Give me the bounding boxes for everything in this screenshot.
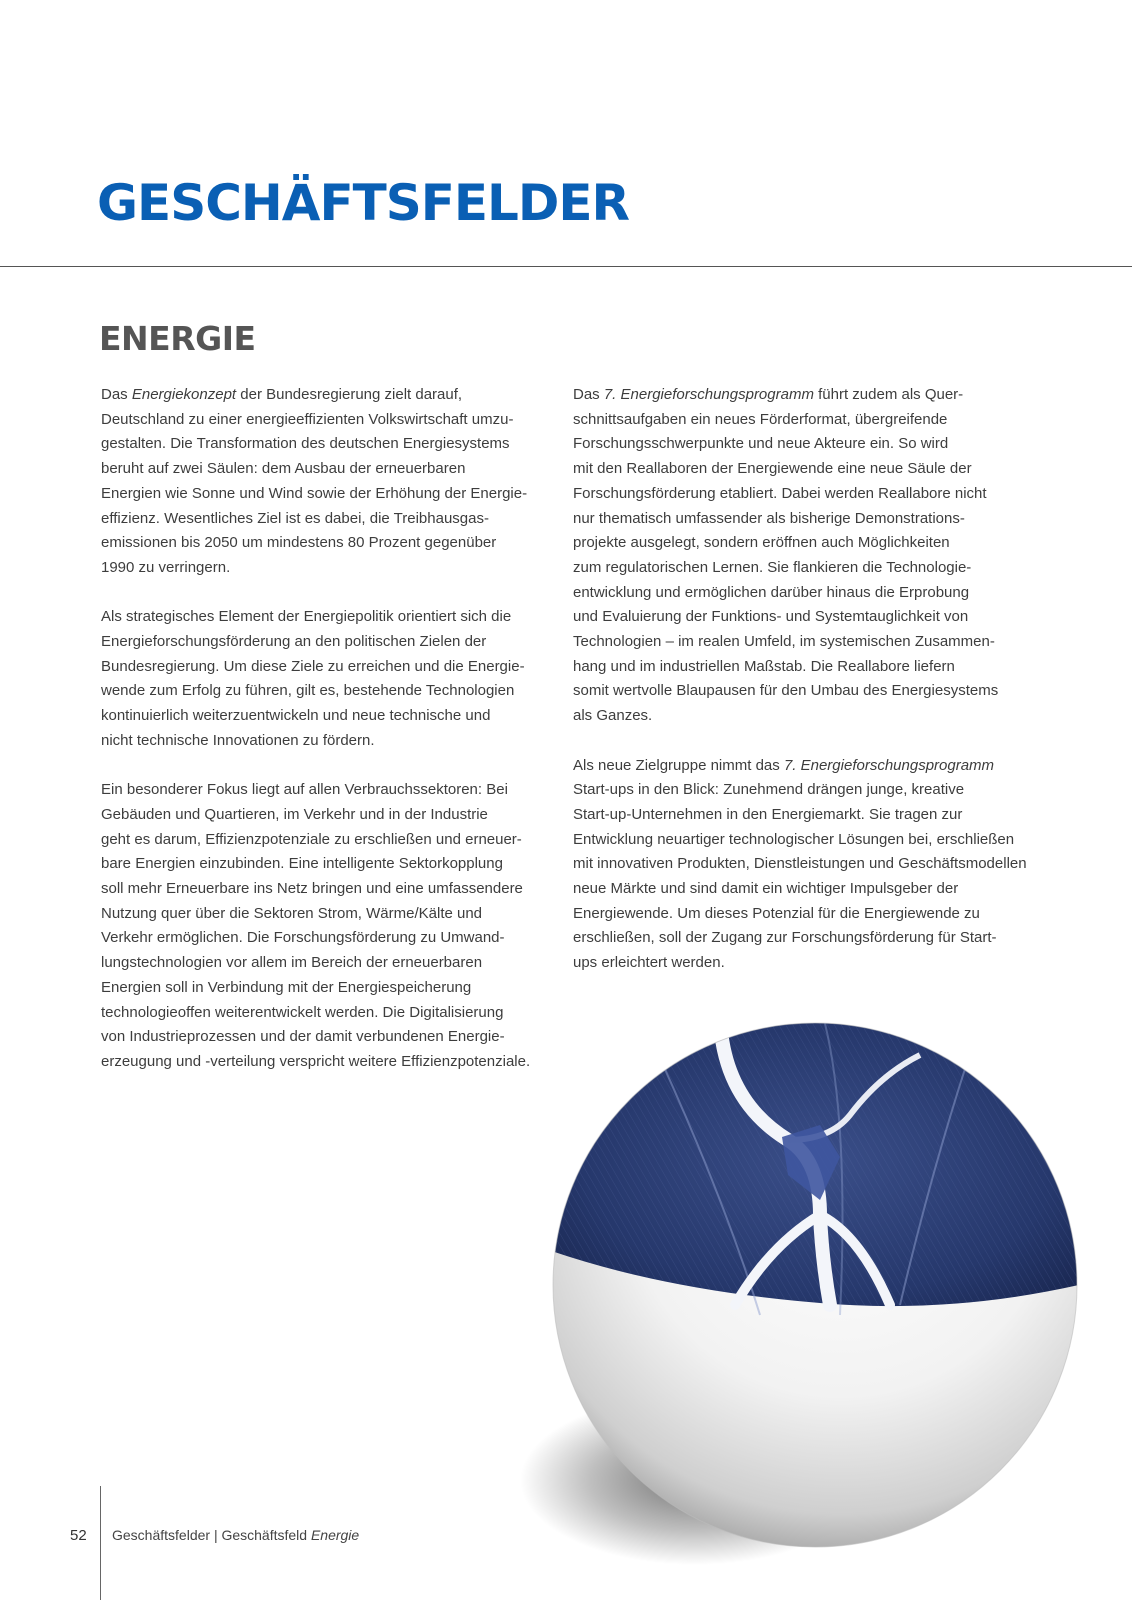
text-run: Start-ups in den Blick: Zunehmend drängen junge, kreative [573, 781, 965, 799]
text-line [101, 926, 551, 951]
text-run: effizienz. Wesentliches Ziel ist es dabei, die Treibhausgas- [101, 509, 489, 527]
text-run: bare Energien einzubinden. Eine intelligente Sektorkopplung [101, 855, 503, 873]
text-line [573, 432, 1023, 457]
text-line [573, 507, 1023, 532]
chapter-title: GESCHÄFTSFELDER [97, 174, 630, 232]
text-run: Energien wie Sonne und Wind sowie der Erhöhung der Energie- [101, 484, 528, 502]
text-run: Deutschland zu einer energieeffizienten Volkswirtschaft umzu- [101, 410, 514, 428]
text-line [573, 877, 1023, 902]
text-line [101, 605, 551, 630]
header-divider [0, 266, 1132, 267]
text-run: 1990 zu verringern. [101, 558, 231, 576]
text-run: schnittsaufgaben ein neues Förderformat, übergreifende [573, 410, 948, 428]
emphasis-text: 7. Energieforschungsprogramm [603, 386, 814, 403]
text-line [101, 803, 551, 828]
left-column [101, 383, 551, 1099]
page-number: 52 [70, 1527, 87, 1544]
text-run: Als neue Zielgruppe nimmt das [573, 756, 784, 774]
footer-divider [100, 1486, 101, 1600]
text-run: projekte ausgelegt, sondern eröffnen auch Möglichkeiten [573, 534, 950, 552]
emphasis-text: 7. Energieforschungsprogramm [783, 756, 995, 774]
paragraph [573, 383, 1023, 729]
text-line [101, 531, 551, 556]
text-line [101, 457, 551, 482]
text-line [573, 926, 1023, 951]
text-run: somit wertvolle Blaupausen für den Umbau des Energiesystems [573, 682, 999, 700]
paragraph [101, 383, 551, 581]
text-line [101, 383, 551, 408]
text-run: Entwicklung neuartiger technologischer Lösungen bei, erschließen [573, 830, 1015, 848]
text-run: Das [573, 386, 604, 403]
text-run: Forschungsschwerpunkte und neue Akteure ein. So wird [573, 435, 949, 453]
text-line [573, 655, 1023, 680]
text-run: gestalten. Die Transformation des deutschen Energiesystems [101, 435, 510, 453]
text-run: Bundesregierung. Um diese Ziele zu erreichen und die Energie- [101, 657, 525, 675]
section-title: ENERGIE [99, 319, 256, 358]
text-run: Verkehr ermöglichen. Die Forschungsförderung zu Umwand- [101, 929, 505, 947]
text-run: Gebäuden und Quartieren, im Verkehr und in der Industrie [101, 805, 488, 823]
emphasis-text: Energie [310, 1527, 360, 1543]
footer-breadcrumb [112, 1527, 359, 1543]
text-line [573, 852, 1027, 877]
text-run: Nutzung quer über die Sektoren Strom, Wärme/Kälte und [101, 904, 483, 922]
text-run: beruht auf zwei Säulen: dem Ausbau der erneuerbaren [101, 460, 466, 478]
emphasis-text: Energiekonzept [131, 386, 237, 403]
text-run: Energien soll in Verbindung mit der Energiespeicherung [101, 978, 472, 996]
text-run: soll mehr Erneuerbare ins Netz bringen und eine umfassendere [101, 880, 523, 898]
text-line [101, 507, 551, 532]
text-line [101, 1025, 551, 1050]
text-line [573, 630, 1023, 655]
text-line [573, 581, 1023, 606]
right-column [573, 383, 1027, 1001]
text-run: Energiewende. Um dieses Potenzial für die Energiewende zu [573, 904, 980, 922]
text-line [101, 556, 551, 581]
text-line [573, 679, 1023, 704]
text-line [101, 704, 551, 729]
text-line [573, 383, 1023, 408]
text-run: hang und im industriellen Maßstab. Die Reallabore liefern [573, 657, 955, 675]
text-run: Als strategisches Element der Energiepolitik orientiert sich die [101, 608, 512, 626]
text-run: und Evaluierung der Funktions- und Systemtauglichkeit von [573, 608, 969, 626]
text-run: Das [101, 386, 132, 403]
solar-sphere-image [520, 985, 1120, 1600]
text-line [101, 902, 551, 927]
text-run: ups erleichtert werden. [573, 954, 725, 972]
text-line [573, 828, 1023, 853]
text-line [101, 679, 551, 704]
text-line [101, 408, 551, 433]
text-line [573, 754, 1023, 779]
text-line [101, 976, 551, 1001]
text-run: nur thematisch umfassender als bisherige Demonstrations- [573, 509, 965, 527]
text-run: neue Märkte und sind damit ein wichtiger Impulsgeber der [573, 880, 959, 898]
text-line [101, 778, 551, 803]
text-run: Geschäftsfelder | Geschäftsfeld [112, 1527, 311, 1543]
paragraph [573, 754, 1027, 976]
text-line [101, 729, 551, 754]
text-line [101, 951, 551, 976]
text-run: entwicklung und ermöglichen darüber hinaus die Erprobung [573, 583, 970, 601]
text-run: mit innovativen Produkten, Dienstleistungen und Geschäftsmodellen [573, 855, 1027, 873]
text-line [573, 704, 1023, 729]
text-line [573, 803, 1023, 828]
text-run: mit den Reallaboren der Energiewende eine neue Säule der [573, 460, 972, 478]
text-run: kontinuierlich weiterzuentwickeln und neue technische und [101, 707, 491, 725]
text-line [101, 655, 551, 680]
text-line [573, 951, 1023, 976]
text-run: wende zum Erfolg zu führen, gilt es, bestehende Technologien [101, 682, 515, 700]
text-run: erschließen, soll der Zugang zur Forschungsförderung für Start- [573, 929, 997, 947]
text-run: emissionen bis 2050 um mindestens 80 Prozent gegenüber [101, 534, 497, 552]
text-line [573, 531, 1023, 556]
text-line [573, 778, 1023, 803]
text-run: Start-up-Unternehmen in den Energiemarkt. Sie tragen zur [573, 805, 963, 823]
text-line [101, 432, 551, 457]
text-line [573, 902, 1023, 927]
text-line [101, 1050, 551, 1075]
text-run: Energieforschungsförderung an den politischen Zielen der [101, 633, 487, 651]
paragraph [101, 778, 551, 1074]
text-run: Ein besonderer Fokus liegt auf allen Verbrauchssektoren: Bei [101, 781, 508, 799]
text-line [573, 605, 1023, 630]
text-run: zum regulatorischen Lernen. Sie flankieren die Technologie- [573, 558, 972, 576]
text-run: nicht technische Innovationen zu fördern. [101, 731, 375, 749]
text-run: als Ganzes. [573, 707, 653, 725]
text-run: der Bundesregierung zielt darauf, [236, 386, 463, 403]
text-line [101, 852, 551, 877]
text-run: lungstechnologien vor allem im Bereich der erneuerbaren [101, 954, 483, 972]
text-run: führt zudem als Quer- [813, 386, 964, 403]
text-run: erzeugung und -verteilung verspricht weitere Effizienzpotenziale. [101, 1052, 531, 1070]
text-line [101, 482, 551, 507]
text-line [101, 877, 551, 902]
text-line [573, 408, 1023, 433]
text-run: von Industrieprozessen und der damit verbundenen Energie- [101, 1028, 505, 1046]
paragraph [101, 605, 551, 753]
text-line [573, 457, 1023, 482]
text-line [101, 630, 551, 655]
text-run: Forschungsförderung etabliert. Dabei werden Reallabore nicht [573, 484, 987, 502]
text-run: Technologien – im realen Umfeld, im systemischen Zusammen- [573, 633, 995, 651]
text-run: geht es darum, Effizienzpotenziale zu erschließen und erneuer- [101, 830, 522, 848]
text-run: technologieoffen weiterentwickelt werden. Die Digitalisierung [101, 1003, 504, 1021]
text-line [101, 1001, 551, 1026]
text-line [573, 482, 1023, 507]
text-line [573, 556, 1023, 581]
text-line [101, 828, 551, 853]
